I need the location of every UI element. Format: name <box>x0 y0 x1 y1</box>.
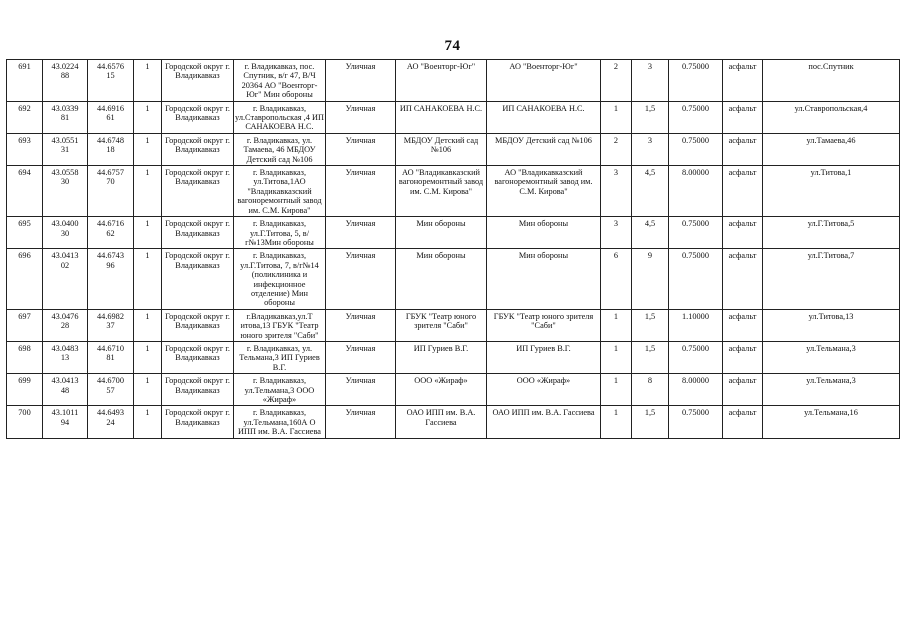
table-body <box>7 60 900 439</box>
cell-type: Уличная <box>326 406 396 438</box>
cell-count: 1 <box>134 217 162 249</box>
cell-location: ул.Г.Титова,7 <box>763 249 900 309</box>
cell-address: г. Владикавказ, ул.Ставропольская ,4 ИП САНАКОЕВА Н.С. <box>234 101 326 133</box>
cell-number: 699 <box>7 374 43 406</box>
cell-holder: МБДОУ Детский сад №106 <box>487 133 601 165</box>
cell-owner: ИП Гуриев В.Г. <box>396 341 487 373</box>
cell-count: 1 <box>134 133 162 165</box>
cell-volume: 3 <box>632 133 669 165</box>
cell-number: 697 <box>7 309 43 341</box>
cell-location: ул.Г.Титова,5 <box>763 217 900 249</box>
cell-surface: асфальт <box>723 166 763 217</box>
cell-surface: асфальт <box>723 249 763 309</box>
cell-location: пос.Спутник <box>763 60 900 102</box>
table-row <box>7 341 900 373</box>
cell-number: 695 <box>7 217 43 249</box>
cell-longitude: 44.6743 96 <box>88 249 134 309</box>
cell-longitude: 44.6716 62 <box>88 217 134 249</box>
cell-volume: 8 <box>632 374 669 406</box>
cell-count: 1 <box>134 406 162 438</box>
cell-volume: 4,5 <box>632 217 669 249</box>
cell-capacity: 0.75000 <box>669 406 723 438</box>
cell-longitude: 44.6700 57 <box>88 374 134 406</box>
cell-holder: ГБУК "Театр юного зрителя "Саби" <box>487 309 601 341</box>
cell-address: г. Владикавказ, ул.Тельмана,160А О ИПП им. В.А. Гассиева <box>234 406 326 438</box>
cell-type: Уличная <box>326 374 396 406</box>
cell-number: 700 <box>7 406 43 438</box>
cell-surface: асфальт <box>723 309 763 341</box>
cell-district: Городской округ г. Владикавказ <box>162 249 234 309</box>
cell-district: Городской округ г. Владикавказ <box>162 341 234 373</box>
cell-capacity: 0.75000 <box>669 101 723 133</box>
cell-surface: асфальт <box>723 374 763 406</box>
cell-district: Городской округ г. Владикавказ <box>162 60 234 102</box>
cell-owner: ОАО ИПП им. В.А. Гассиева <box>396 406 487 438</box>
cell-holder: АО "Военторг-Юг" <box>487 60 601 102</box>
cell-latitude: 43.0413 02 <box>43 249 88 309</box>
table-row <box>7 249 900 309</box>
table-row <box>7 374 900 406</box>
cell-capacity: 0.75000 <box>669 133 723 165</box>
cell-type: Уличная <box>326 60 396 102</box>
cell-district: Городской округ г. Владикавказ <box>162 406 234 438</box>
cell-latitude: 43.0224 88 <box>43 60 88 102</box>
cell-bins: 1 <box>601 406 632 438</box>
cell-count: 1 <box>134 60 162 102</box>
cell-latitude: 43.0476 28 <box>43 309 88 341</box>
cell-owner: АО "Владикавказский вагоноремонтный завод им. С.М. Кирова" <box>396 166 487 217</box>
cell-holder: ОАО ИПП им. В.А. Гассиева <box>487 406 601 438</box>
cell-type: Уличная <box>326 101 396 133</box>
table-row <box>7 309 900 341</box>
cell-volume: 3 <box>632 60 669 102</box>
cell-district: Городской округ г. Владикавказ <box>162 309 234 341</box>
cell-volume: 1,5 <box>632 406 669 438</box>
cell-location: ул.Ставропольская,4 <box>763 101 900 133</box>
cell-longitude: 44.6493 24 <box>88 406 134 438</box>
cell-latitude: 43.0551 31 <box>43 133 88 165</box>
cell-owner: ИП САНАКОЕВА Н.С. <box>396 101 487 133</box>
cell-volume: 1,5 <box>632 309 669 341</box>
cell-latitude: 43.0558 30 <box>43 166 88 217</box>
cell-district: Городской округ г. Владикавказ <box>162 166 234 217</box>
cell-type: Уличная <box>326 341 396 373</box>
cell-latitude: 43.0400 30 <box>43 217 88 249</box>
cell-surface: асфальт <box>723 341 763 373</box>
cell-owner: Мин обороны <box>396 249 487 309</box>
cell-count: 1 <box>134 309 162 341</box>
cell-surface: асфальт <box>723 101 763 133</box>
cell-district: Городской округ г. Владикавказ <box>162 374 234 406</box>
cell-address: г. Владикавказ, пос. Спутник, в/г 47, В/Ч 20364 АО "Военторг-Юг" Мин обороны <box>234 60 326 102</box>
cell-address: г. Владикавказ, ул.Тельмана,3 ООО «Жираф» <box>234 374 326 406</box>
cell-longitude: 44.6748 18 <box>88 133 134 165</box>
cell-volume: 9 <box>632 249 669 309</box>
cell-volume: 1,5 <box>632 341 669 373</box>
cell-type: Уличная <box>326 217 396 249</box>
cell-surface: асфальт <box>723 217 763 249</box>
cell-district: Городской округ г. Владикавказ <box>162 101 234 133</box>
cell-surface: асфальт <box>723 406 763 438</box>
cell-count: 1 <box>134 166 162 217</box>
table-row <box>7 101 900 133</box>
cell-address: г. Владикавказ, ул.Г.Титова, 7, в/г№14 (поликлиника и инфекционное отделение) Мин обороны <box>234 249 326 309</box>
cell-type: Уличная <box>326 166 396 217</box>
cell-latitude: 43.0413 48 <box>43 374 88 406</box>
cell-longitude: 44.6982 37 <box>88 309 134 341</box>
cell-longitude: 44.6757 70 <box>88 166 134 217</box>
cell-holder: Мин обороны <box>487 217 601 249</box>
registry-table <box>6 59 900 439</box>
cell-longitude: 44.6916 61 <box>88 101 134 133</box>
cell-owner: АО "Военторг-Юг" <box>396 60 487 102</box>
cell-number: 698 <box>7 341 43 373</box>
cell-number: 692 <box>7 101 43 133</box>
cell-owner: МБДОУ Детский сад №106 <box>396 133 487 165</box>
cell-location: ул.Тельмана,3 <box>763 341 900 373</box>
cell-bins: 1 <box>601 101 632 133</box>
cell-volume: 1,5 <box>632 101 669 133</box>
cell-type: Уличная <box>326 133 396 165</box>
cell-district: Городской округ г. Владикавказ <box>162 217 234 249</box>
cell-bins: 3 <box>601 217 632 249</box>
cell-location: ул.Тамаева,46 <box>763 133 900 165</box>
cell-location: ул.Тельмана,16 <box>763 406 900 438</box>
cell-bins: 2 <box>601 133 632 165</box>
cell-latitude: 43.0483 13 <box>43 341 88 373</box>
cell-address: г.Владикавказ,ул.Т итова,13 ГБУК "Театр юного зрителя "Саби" <box>234 309 326 341</box>
cell-count: 1 <box>134 374 162 406</box>
cell-owner: Мин обороны <box>396 217 487 249</box>
table-row <box>7 166 900 217</box>
cell-latitude: 43.0339 81 <box>43 101 88 133</box>
cell-bins: 1 <box>601 309 632 341</box>
cell-capacity: 0.75000 <box>669 341 723 373</box>
cell-bins: 1 <box>601 374 632 406</box>
cell-surface: асфальт <box>723 60 763 102</box>
cell-surface: асфальт <box>723 133 763 165</box>
table-row <box>7 133 900 165</box>
cell-address: г. Владикавказ, ул. Тельмана,3 ИП Гуриев В.Г. <box>234 341 326 373</box>
table-row <box>7 406 900 438</box>
cell-capacity: 0.75000 <box>669 60 723 102</box>
cell-bins: 2 <box>601 60 632 102</box>
cell-count: 1 <box>134 341 162 373</box>
cell-count: 1 <box>134 101 162 133</box>
cell-holder: Мин обороны <box>487 249 601 309</box>
cell-bins: 3 <box>601 166 632 217</box>
cell-type: Уличная <box>326 309 396 341</box>
cell-holder: ИП САНАКОЕВА Н.С. <box>487 101 601 133</box>
cell-address: г. Владикавказ, ул.Титова,1АО "Владикавказский вагоноремонтный завод им. С.М. Кирова" <box>234 166 326 217</box>
cell-location: ул.Титова,13 <box>763 309 900 341</box>
cell-type: Уличная <box>326 249 396 309</box>
cell-count: 1 <box>134 249 162 309</box>
cell-location: ул.Титова,1 <box>763 166 900 217</box>
cell-number: 696 <box>7 249 43 309</box>
table-row <box>7 217 900 249</box>
cell-latitude: 43.1011 94 <box>43 406 88 438</box>
cell-number: 693 <box>7 133 43 165</box>
cell-district: Городской округ г. Владикавказ <box>162 133 234 165</box>
cell-address: г. Владикавказ, ул.Г.Титова, 5, в/г№13Мин обороны <box>234 217 326 249</box>
cell-capacity: 8.00000 <box>669 166 723 217</box>
cell-volume: 4,5 <box>632 166 669 217</box>
table-row <box>7 60 900 102</box>
cell-address: г. Владикавказ, ул. Тамаева, 46 МБДОУ Детский сад №106 <box>234 133 326 165</box>
cell-location: ул.Тельмана,3 <box>763 374 900 406</box>
cell-capacity: 0.75000 <box>669 217 723 249</box>
cell-capacity: 0.75000 <box>669 249 723 309</box>
cell-holder: ИП Гуриев В.Г. <box>487 341 601 373</box>
cell-holder: ООО «Жираф» <box>487 374 601 406</box>
cell-owner: ГБУК "Театр юного зрителя "Саби" <box>396 309 487 341</box>
page-number: 74 <box>444 38 461 54</box>
cell-bins: 1 <box>601 341 632 373</box>
cell-capacity: 8.00000 <box>669 374 723 406</box>
cell-longitude: 44.6576 15 <box>88 60 134 102</box>
cell-owner: ООО «Жираф» <box>396 374 487 406</box>
cell-capacity: 1.10000 <box>669 309 723 341</box>
cell-bins: 6 <box>601 249 632 309</box>
cell-longitude: 44.6710 81 <box>88 341 134 373</box>
cell-holder: АО "Владикавказский вагоноремонтный завод им. С.М. Кирова" <box>487 166 601 217</box>
cell-number: 694 <box>7 166 43 217</box>
cell-number: 691 <box>7 60 43 102</box>
